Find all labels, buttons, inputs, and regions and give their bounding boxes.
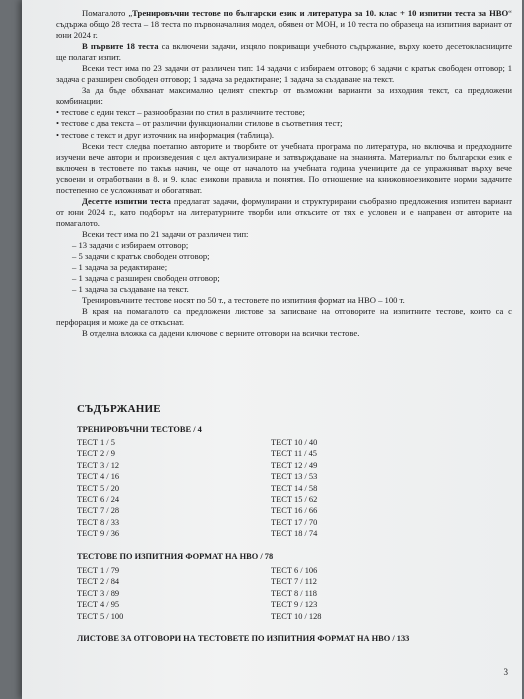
intro-paragraph-6: Десетте изпитни теста предлагат задачи, формулирани и структурирани съобразно предложения изпитен вариант от юни 2024 г., като подборът на литературните творби или откъсите от тях е условен и е направен от авторите на помагалото. — [56, 195, 512, 228]
intro-paragraph-9: В края на помагалото са предложени листове за записване на отговорите на изпитните тестове, които са с перфорация и може да се откъснат. — [56, 306, 512, 328]
toc-entry: ТЕСТ 17 / 70 — [271, 517, 318, 527]
toc-entry: ТЕСТ 8 / 33 — [77, 517, 120, 527]
toc-entry: ТЕСТ 6 / 106 — [271, 566, 318, 575]
intro-paragraph-10: В отделна вложка са дадени ключове с верните отговори на всички тестове. — [82, 328, 360, 339]
toc-entry: ТЕСТ 11 / 45 — [271, 449, 317, 459]
toc-section-exam: ТЕСТОВЕ ПО ИЗПИТНИЯ ФОРМАТ НА НВО / 78 — [77, 552, 274, 561]
toc-entry: ТЕСТ 7 / 28 — [77, 506, 120, 516]
toc-column-right — [271, 437, 317, 540]
toc-entry: ТЕСТ 4 / 95 — [77, 600, 120, 610]
toc-entry: ТЕСТ 5 / 20 — [77, 483, 120, 493]
toc-section-answer-sheets: ЛИСТОВЕ ЗА ОТГОВОРИ НА ТЕСТОВЕТЕ ПО ИЗПИТНИЯ ФОРМАТ НА НВО / 133 — [77, 634, 410, 643]
toc-section-training: ТРЕНИРОВЪЧНИ ТЕСТОВЕ / 4 — [77, 425, 202, 434]
task-item: – 1 задача за редактиране; — [72, 262, 168, 273]
intro-paragraph-3: Всеки тест има по 23 задачи от различен тип: 14 задачи с избираем отговор; 6 задачи с кратък свободен отговор; 1 задача с разширен свободен отговор; 1 задача за редактиране; 1 задача за създаване на текст. — [56, 63, 512, 85]
toc-column-right — [271, 565, 321, 622]
toc-entry: ТЕСТ 6 / 24 — [77, 495, 120, 505]
page-number: 3 — [503, 667, 508, 677]
task-item: – 5 задачи с кратък свободен отговор; — [72, 251, 210, 262]
toc-entry: ТЕСТ 3 / 89 — [77, 588, 120, 598]
toc-entry: ТЕСТ 2 / 9 — [77, 449, 115, 459]
intro-paragraph-7: Всеки тест има по 21 задачи от различен тип: — [82, 228, 249, 239]
toc-entry: ТЕСТ 9 / 36 — [77, 529, 120, 539]
task-item: – 1 задача за създаване на текст. — [72, 284, 189, 295]
toc-entry: ТЕСТ 16 / 66 — [271, 506, 318, 516]
intro-text — [56, 8, 512, 339]
toc-entry: ТЕСТ 10 / 40 — [271, 438, 318, 447]
intro-paragraph-1: Помагалото „Тренировъчни тестове по български език и литература за 10. клас + 10 изпитни теста за НВО“ съдържа общо 28 теста – 18 теста по първоначалния модел, обявен от МОН, и 10 теста по образеца на изпитния вариант от юни 2024 г. — [56, 8, 512, 41]
toc-entry: ТЕСТ 12 / 49 — [271, 460, 318, 470]
task-item: – 1 задача с разширен свободен отговор; — [72, 273, 220, 284]
toc-entry: ТЕСТ 14 / 58 — [271, 483, 318, 493]
toc-entry: ТЕСТ 1 / 79 — [77, 566, 120, 575]
bullet-item: • тестове с два текста – от различни функционални стилове в съответния тест; — [56, 118, 343, 129]
toc-entry: ТЕСТ 5 / 100 — [77, 611, 124, 621]
book-page — [22, 0, 522, 699]
toc-column-left — [77, 437, 119, 540]
intro-paragraph-2: В първите 18 теста са включени задачи, изцяло покриващи учебното съдържание, върху което десетокласниците ще полагат изпит. — [56, 41, 513, 63]
toc-entry: ТЕСТ 4 / 16 — [77, 472, 120, 482]
task-item: – 13 задачи с избираем отговор; — [72, 239, 189, 250]
toc-entry: ТЕСТ 15 / 62 — [271, 495, 318, 505]
toc-title: СЪДЪРЖАНИЕ — [77, 403, 161, 415]
bullet-item: • тестове с текст и друг източник на информация (таблица). — [56, 129, 274, 140]
bullet-item: • тестове с един текст – разнообразни по стил в различните тестове; — [56, 107, 305, 118]
toc-entry: ТЕСТ 10 / 128 — [271, 611, 322, 621]
toc-entry: ТЕСТ 18 / 74 — [271, 529, 318, 539]
intro-paragraph-5: Всеки тест следва поетапно авторите и творбите от учебната програма по литература, но включва и предходните изучени вече автори и произведения с цел актуализиране и затвърждаване на знанията. Материалът по български език е включен в тестовете по такъв начин, че още от началото на учебната година учениците да се упражняват върху вече усвоени и отработвани в 8. и 9. клас езикови правила и понятия. По отношение на книжовноезиковите норми задачите постепенно се усложняват и обогатяват. — [56, 140, 512, 195]
toc-entry: ТЕСТ 8 / 118 — [271, 588, 317, 598]
toc-column-left — [77, 565, 123, 622]
toc-entry: ТЕСТ 9 / 123 — [271, 600, 318, 610]
toc-entry: ТЕСТ 7 / 112 — [271, 577, 317, 587]
toc-entry: ТЕСТ 3 / 12 — [77, 460, 120, 470]
toc-entry: ТЕСТ 13 / 53 — [271, 472, 318, 482]
intro-paragraph-4: За да бъде обхванат максимално целият спектър от възможни варианти за изходния текст, са предложени комбинации: — [56, 85, 512, 107]
toc-entry: ТЕСТ 1 / 5 — [77, 438, 115, 447]
toc-entry: ТЕСТ 2 / 84 — [77, 577, 120, 587]
intro-paragraph-8: Тренировъчните тестове носят по 50 т., а тестовете по изпитния формат на НВО – 100 т. — [82, 295, 405, 306]
